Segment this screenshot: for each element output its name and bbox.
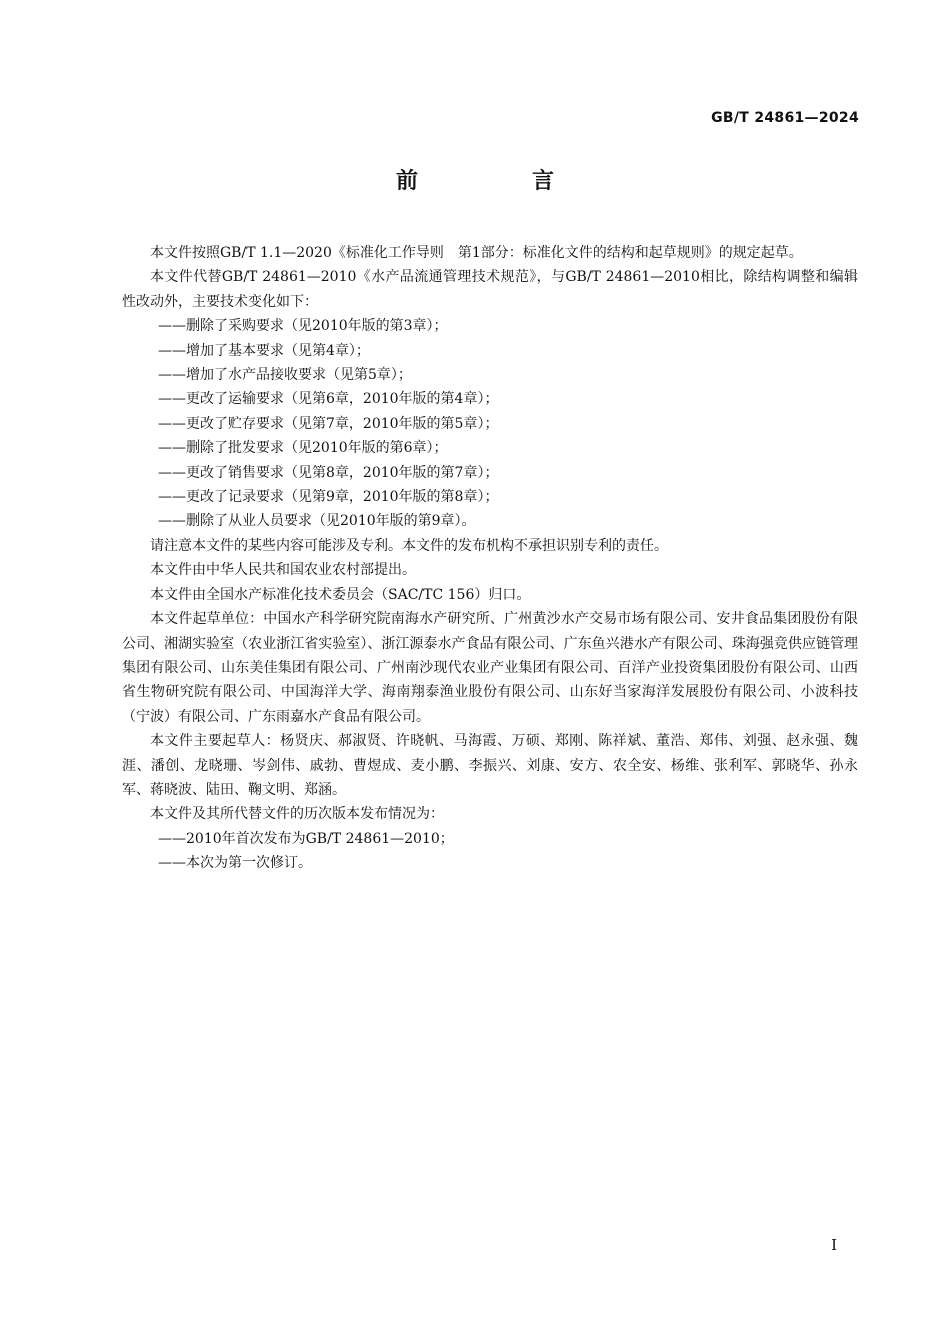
list-item-history: ——2010年首次发布为GB/T 24861—2010；	[158, 830, 454, 847]
paragraph-patent-notice: 请注意本文件的某些内容可能涉及专利。本文件的发布机构不承担识别专利的责任。	[150, 537, 668, 554]
page-number: I	[831, 1236, 837, 1254]
list-item-change: ——增加了水产品接收要求（见第5章）；	[158, 367, 412, 384]
list-item-change: ——删除了批发要求（见2010年版的第6章）；	[158, 440, 448, 457]
page-title: 前 言	[395, 169, 600, 194]
paragraph-centralized-by: 本文件由全国水产标准化技术委员会（SAC/TC 156）归口。	[150, 586, 531, 603]
paragraph-proposed-by: 本文件由中华人民共和国农业农村部提出。	[150, 562, 416, 579]
paragraph-drafting-rules: 本文件按照GB/T 1.1—2020《标准化工作导则 第1部分：标准化文件的结构和起草规则》的规定起草。	[150, 245, 803, 261]
foreword-body	[122, 241, 858, 876]
list-item-history: ——本次为第一次修订。	[158, 855, 312, 872]
list-item-change: ——增加了基本要求（见第4章）；	[158, 342, 370, 359]
paragraph-replacement: 本文件代替GB/T 24861—2010《水产品流通管理技术规范》，与GB/T 24861—2010相比，除结构调整和编辑性改动外，主要技术变化如下：	[122, 269, 858, 310]
paragraph-drafters: 本文件主要起草人：杨贤庆、郝淑贤、许晓帆、马海霞、万硕、郑刚、陈祥斌、董浩、郑伟、刘强、赵永强、魏涯、潘创、龙晓珊、岑剑伟、戚勃、曹煜成、麦小鹏、李振兴、刘康、安方、农全安、杨维、张利军、郭晓华、孙永军、蒋晓波、陆田、鞠文明、郑涵。	[122, 733, 858, 798]
list-item-change: ——更改了记录要求（见第9章，2010年版的第8章）；	[158, 489, 499, 506]
list-item-change: ——更改了贮存要求（见第7章，2010年版的第5章）；	[158, 415, 499, 432]
document-code: GB/T 24861—2024	[711, 110, 859, 126]
list-item-change: ——更改了运输要求（见第6章，2010年版的第4章）；	[158, 391, 499, 408]
list-item-change: ——更改了销售要求（见第8章，2010年版的第7章）；	[158, 464, 499, 481]
list-item-change: ——删除了从业人员要求（见2010年版的第9章）。	[158, 513, 476, 530]
paragraph-drafting-units: 本文件起草单位：中国水产科学研究院南海水产研究所、广州黄沙水产交易市场有限公司、安井食品集团股份有限公司、湘湖实验室（农业浙江省实验室）、浙江源泰水产食品有限公司、广东鱼兴港水产有限公司、珠海强竞供应链管理集团有限公司、山东美佳集团有限公司、广州南沙现代农业产业集团有限公司、百洋产业投资集团股份有限公司、山西省生物研究院有限公司、中国海洋大学、海南翔泰渔业股份有限公司、山东好当家海洋发展股份有限公司、小波科技（宁波）有限公司、广东雨嘉水产食品有限公司。	[122, 611, 858, 725]
paragraph-history-intro: 本文件及其所代替文件的历次版本发布情况为：	[150, 806, 444, 823]
list-item-change: ——删除了采购要求（见2010年版的第3章）；	[158, 318, 448, 335]
